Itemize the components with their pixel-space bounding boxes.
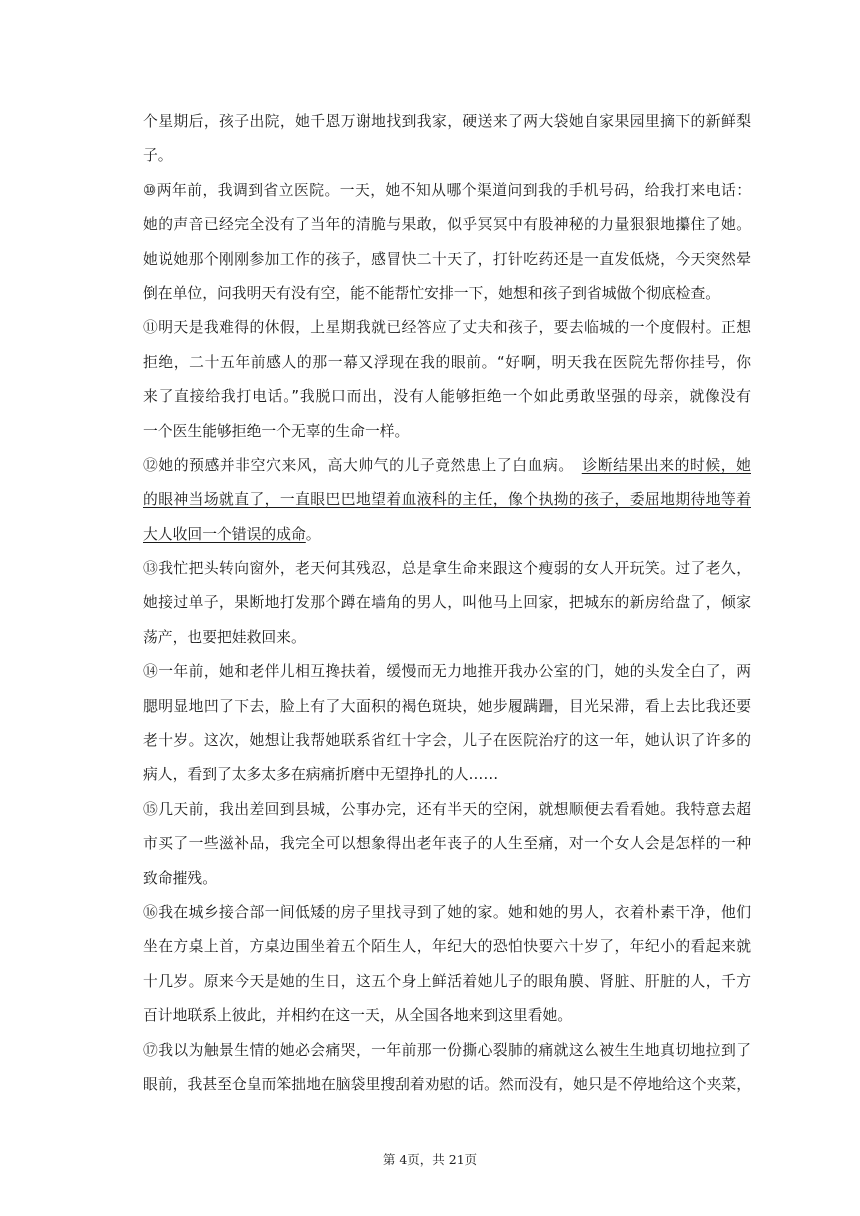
paragraph-10 <box>143 174 751 312</box>
line-text: 十几岁。原来今天是她的生日，这五个身上鲜活着她儿子的眼角膜、肾脏、肝脏的人，千方 <box>143 972 751 990</box>
text-line <box>143 139 751 173</box>
text-line <box>143 174 751 208</box>
text-line <box>143 862 751 896</box>
text-line <box>143 243 751 277</box>
text-line <box>143 896 751 930</box>
line-text: 拒绝，二十五年前感人的那一幕又浮现在我的眼前。“好啊，明天我在医院先帮你挂号，你 <box>143 353 751 371</box>
underlined-text: 大人收回一个错误的成命 <box>143 525 306 543</box>
text-line <box>143 1034 751 1068</box>
text-line <box>143 449 751 483</box>
line-text: 腮明显地凹了下去，脸上有了大面积的褐色斑块，她步履蹒跚，目光呆滞，看上去比我还要 <box>143 697 751 715</box>
line-text: 坐在方桌上首，方桌边围坐着五个陌生人，年纪大的恐怕快要六十岁了，年纪小的看起来就 <box>143 938 751 956</box>
text-line <box>143 346 751 380</box>
line-text: 一个医生能够拒绝一个无辜的生命一样。 <box>143 422 410 440</box>
line-text: 市买了一些滋补品，我完全可以想象得出老年丧子的人生至痛，对一个女人会是怎样的一种 <box>143 835 751 853</box>
line-text: 致命摧残。 <box>143 869 217 887</box>
line-text: 子。 <box>143 147 173 165</box>
text-line <box>143 380 751 414</box>
paragraph-15 <box>143 793 751 896</box>
text-line <box>143 827 751 861</box>
line-text: ⑰我以为触景生情的她必会痛哭，一年前那一份撕心裂肺的痛就这么被生生地真切地拉到了 <box>143 1041 751 1059</box>
text-line <box>143 552 751 586</box>
text-line <box>143 724 751 758</box>
text-line <box>143 1068 751 1102</box>
line-text: ⑭一年前，她和老伴儿相互搀扶着，缓慢而无力地推开我办公室的门，她的头发全白了，两 <box>143 663 751 681</box>
line-text: 个星期后，孩子出院，她千恩万谢地找到我家，硬送来了两大袋她自家果园里摘下的新鲜梨 <box>143 113 751 130</box>
paragraph-continuation <box>143 105 751 174</box>
line-text: ⑮几天前，我出差回到县城，公事办完，还有半天的空闲，就想顺便去看看她。我特意去超 <box>143 800 751 818</box>
text-line <box>143 311 751 345</box>
paragraph-17 <box>143 1034 751 1103</box>
line-text: 她接过单子，果断地打发那个蹲在墙角的男人，叫他马上回家，把城东的新房给盘了，倾家 <box>143 594 751 612</box>
line-text: 老十岁。这次，她想让我帮她联系省红十字会，儿子在医院治疗的这一年，她认识了许多的 <box>143 732 751 750</box>
text-line <box>143 690 751 724</box>
line-text: 。 <box>305 525 321 543</box>
paragraph-12 <box>143 449 751 552</box>
line-text: 眼前，我甚至仓皇而笨拙地在脑袋里搜刮着劝慰的话。然而没有，她只是不停地给这个夹菜， <box>143 1075 751 1093</box>
line-text: 荡产，也要把娃救回来。 <box>143 628 306 646</box>
paragraph-14 <box>143 655 751 793</box>
paragraph-11 <box>143 311 751 449</box>
text-line <box>143 965 751 999</box>
text-line <box>143 758 751 792</box>
text-line <box>143 793 751 827</box>
page-number-footer: 第 4页，共 21页 <box>382 1152 478 1167</box>
line-text: 倒在单位，问我明天有没有空，能不能帮忙安排一下，她想和孩子到省城做个彻底检查。 <box>143 284 721 302</box>
text-line <box>143 999 751 1033</box>
underlined-text: 的眼神当场就直了，一直眼巴巴地望着血液科的主任，像个执拗的孩子，委屈地期待地等着 <box>143 491 751 509</box>
line-text: 她说她那个刚刚参加工作的孩子，感冒快二十天了，打针吃药还是一直发低烧，今天突然晕 <box>143 250 751 268</box>
text-line <box>143 621 751 655</box>
text-line <box>143 105 751 139</box>
text-line <box>143 586 751 620</box>
line-text: 百计地联系上彼此，并相约在这一天，从全国各地来到这里看她。 <box>143 1007 573 1025</box>
line-text: ⑯我在城乡接合部一间低矮的房子里找寻到了她的家。她和她的男人，衣着朴素干净，他们 <box>143 903 751 921</box>
line-text: ⑬我忙把头转向窗外，老天何其残忍，总是拿生命来跟这个瘦弱的女人开玩笑。过了老久， <box>143 560 751 578</box>
text-line <box>143 208 751 242</box>
text-line <box>143 277 751 311</box>
line-text: ⑪明天是我难得的休假，上星期我就已经答应了丈夫和孩子，要去临城的一个度假村。正想 <box>143 319 751 337</box>
text-line <box>143 655 751 689</box>
line-text: 来了直接给我打电话。”我脱口而出，没有人能够拒绝一个如此勇敢坚强的母亲，就像没有 <box>143 388 751 406</box>
paragraph-16 <box>143 896 751 1034</box>
document-body <box>143 105 751 1102</box>
text-line <box>143 415 751 449</box>
line-text: ⑩两年前，我调到省立医院。一天，她不知从哪个渠道问到我的手机号码，给我打来电话： <box>143 181 751 199</box>
text-line <box>143 930 751 964</box>
underlined-text: 诊断结果出来的时候，她 <box>581 456 751 474</box>
paragraph-13 <box>143 552 751 655</box>
line-text: 她的声音已经完全没有了当年的清脆与果敢，似乎冥冥中有股神秘的力量狠狠地攥住了她。 <box>143 216 751 234</box>
text-line <box>143 518 751 552</box>
text-line <box>143 483 751 517</box>
line-text: 病人，看到了太多太多在病痛折磨中无望挣扎的人…… <box>143 766 499 784</box>
line-text: ⑫她的预感并非空穴来风，高大帅气的儿子竟然患上了白血病。 <box>143 456 574 474</box>
